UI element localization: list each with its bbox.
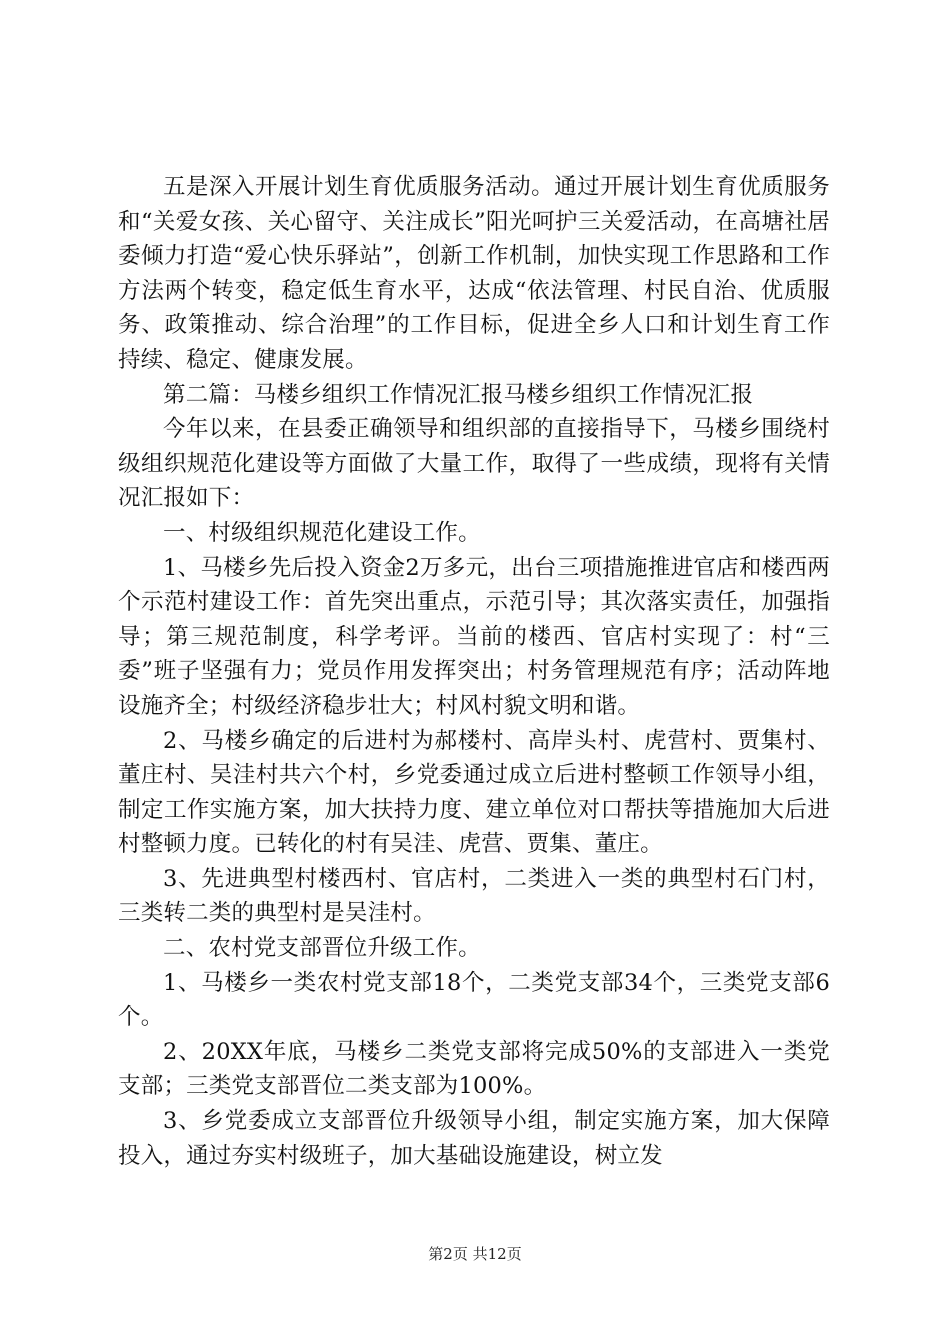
- paragraph-introduction: 今年以来，在县委正确领导和组织部的直接指导下，马楼乡围绕村级组织规范化建设等方面做了大量工作，取得了一些成绩，现将有关情况汇报如下：: [118, 416, 830, 512]
- page-number-footer: 第2页 共12页: [428, 1245, 522, 1263]
- paragraph-branch-counts: 1、马楼乡一类农村党支部18个，二类党支部34个，三类党支部6个。: [118, 969, 830, 1031]
- paragraph-upgrade-measures: 3、乡党委成立支部晋位升级领导小组，制定实施方案，加大保障投入，通过夯实村级班子，加大基础设施建设，树立发: [118, 1108, 830, 1169]
- paragraph-upgrade-targets: 2、20XX年底，马楼乡二类党支部将完成50%的支部进入一类党支部；三类党支部晋位二类支部为100%。: [118, 1038, 830, 1100]
- paragraph-chapter-two-title: 第二篇：马楼乡组织工作情况汇报马楼乡组织工作情况汇报: [163, 381, 754, 408]
- section-heading-party-branch-upgrade: 二、农村党支部晋位升级工作。: [163, 935, 481, 962]
- paragraph-backward-villages: 2、马楼乡确定的后进村为郝楼村、高岸头村、虎营村、贾集村、董庄村、吴洼村共六个村，乡党委通过成立后进村整顿工作领导小组，制定工作实施方案，加大扶持力度、建立单位对口帮扶等措施加大后进村整顿力度。已转化的村有吴洼、虎营、贾集、董庄。: [118, 727, 830, 858]
- section-heading-village-organization: 一、村级组织规范化建设工作。: [163, 519, 481, 546]
- paragraph-demonstration-villages: 1、马楼乡先后投入资金2万多元，出台三项措施推进官店和楼西两个示范村建设工作：首先突出重点，示范引导；其次落实责任，加强指导；第三规范制度，科学考评。当前的楼西、官店村实现了：村“三委”班子坚强有力；党员作用发挥突出；村务管理规范有序；活动阵地设施齐全；村级经济稳步壮大；村风村貌文明和谐。: [118, 554, 830, 719]
- document-body: [118, 170, 830, 1173]
- paragraph-typical-villages: 3、先进典型村楼西村、官店村，二类进入一类的典型村石门村，三类转二类的典型村是吴洼村。: [118, 865, 830, 927]
- paragraph-family-planning-service: 五是深入开展计划生育优质服务活动。通过开展计划生育优质服务和“关爱女孩、关心留守、关注成长”阳光呵护三关爱活动，在高塘社居委倾力打造“爱心快乐驿站”，创新工作机制，加快实现工作思路和工作方法两个转变，稳定低生育水平，达成“依法管理、村民自治、优质服务、政策推动、综合治理”的工作目标，促进全乡人口和计划生育工作持续、稳定、健康发展。: [118, 174, 830, 373]
